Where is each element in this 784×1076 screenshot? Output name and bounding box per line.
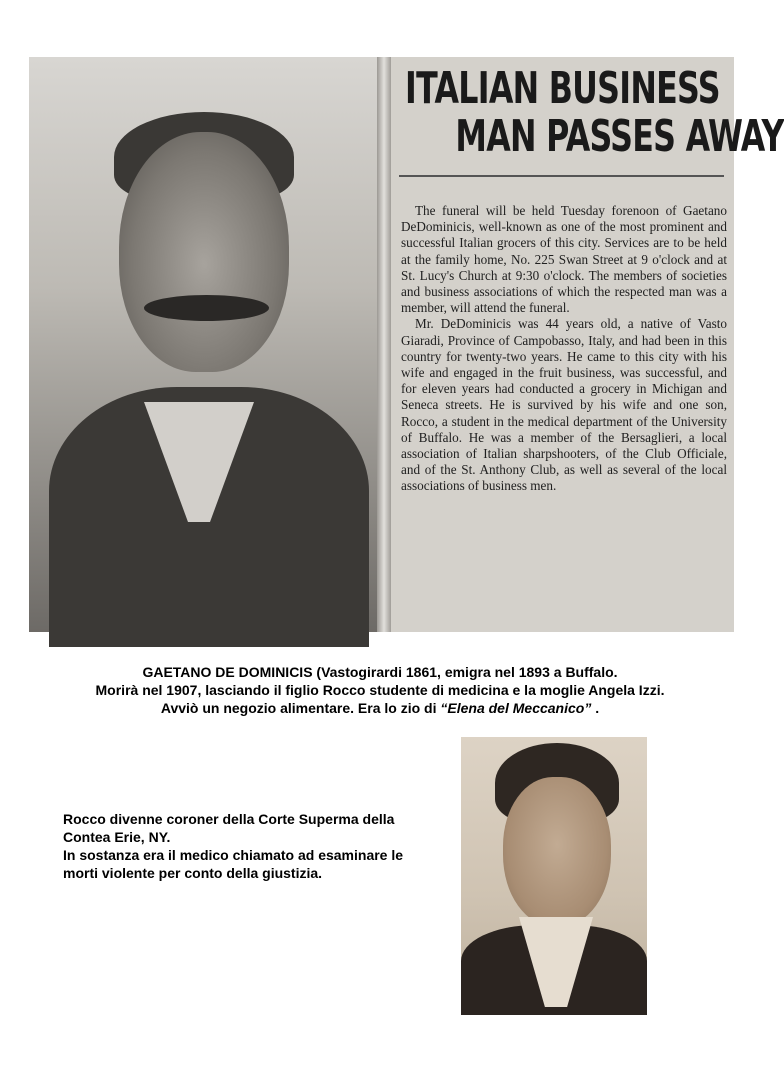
gaetano-portrait-photo bbox=[29, 57, 377, 632]
article-paragraph-1: The funeral will be held Tuesday forenoon of Gaetano DeDominicis, well-known as one of the most prominent and successful Italian grocers of this city. Services are to be held at the family home, No. 225 Swan Street at 9 o'clock and at St. Lucy's Church at 9:30 o'clock. The members of societies and business associations of which the respected man was a member, will attend the funeral. bbox=[401, 203, 727, 316]
caption-line-1: GAETANO DE DOMINICIS (Vastogirardi 1861, emigra nel 1893 a Buffalo. bbox=[142, 664, 618, 680]
clipping-fold bbox=[377, 57, 391, 632]
headline-rule bbox=[399, 175, 724, 177]
newspaper-clipping bbox=[29, 57, 784, 632]
note-line-3: In sostanza era il medico chiamato ad esaminare le bbox=[63, 847, 404, 863]
caption-italic-name: “Elena del Meccanico” bbox=[440, 700, 592, 716]
note-line-4: morti violente per conto della giustizia. bbox=[63, 865, 323, 881]
article-body bbox=[401, 203, 727, 495]
article-headline bbox=[405, 63, 784, 162]
caption-line-3 bbox=[40, 699, 720, 717]
article-paragraph-2: Mr. DeDominicis was 44 years old, a native of Vasto Giaradi, Province of Campobasso, Italy, and had been in this country for twenty-two years. He came to this city with his wife and engaged in the fruit business, was successful, and for eleven years had conducted a grocery in Michigan and Seneca streets. He is survived by his wife and one son, Rocco, a student in the medical department of the University of Buffalo. He was a member of the Bersaglieri, a local association of Italian sharpshooters, of the Club Officiale, and of the St. Anthony Club, as well as several of the local associations of business men. bbox=[401, 316, 727, 494]
headline-line-2: MAN PASSES AWAY bbox=[455, 111, 784, 162]
headline-line-1: ITALIAN BUSINESS bbox=[405, 63, 720, 114]
note-line-1: Rocco divenne coroner della Corte Superma della bbox=[63, 811, 395, 827]
newspaper-article bbox=[391, 57, 784, 632]
caption-line-2: Morirà nel 1907, lasciando il figlio Rocco studente di medicina e la moglie Angela Izzi. bbox=[95, 682, 665, 698]
note-line-2: Contea Erie, NY. bbox=[63, 829, 171, 845]
rocco-portrait-photo bbox=[461, 737, 647, 1001]
photo-caption bbox=[40, 663, 720, 717]
caption-line-3-suffix: . bbox=[591, 700, 600, 716]
rocco-note bbox=[63, 810, 448, 882]
caption-line-3-prefix: Avviò un negozio alimentare. Era lo zio di bbox=[160, 700, 441, 716]
